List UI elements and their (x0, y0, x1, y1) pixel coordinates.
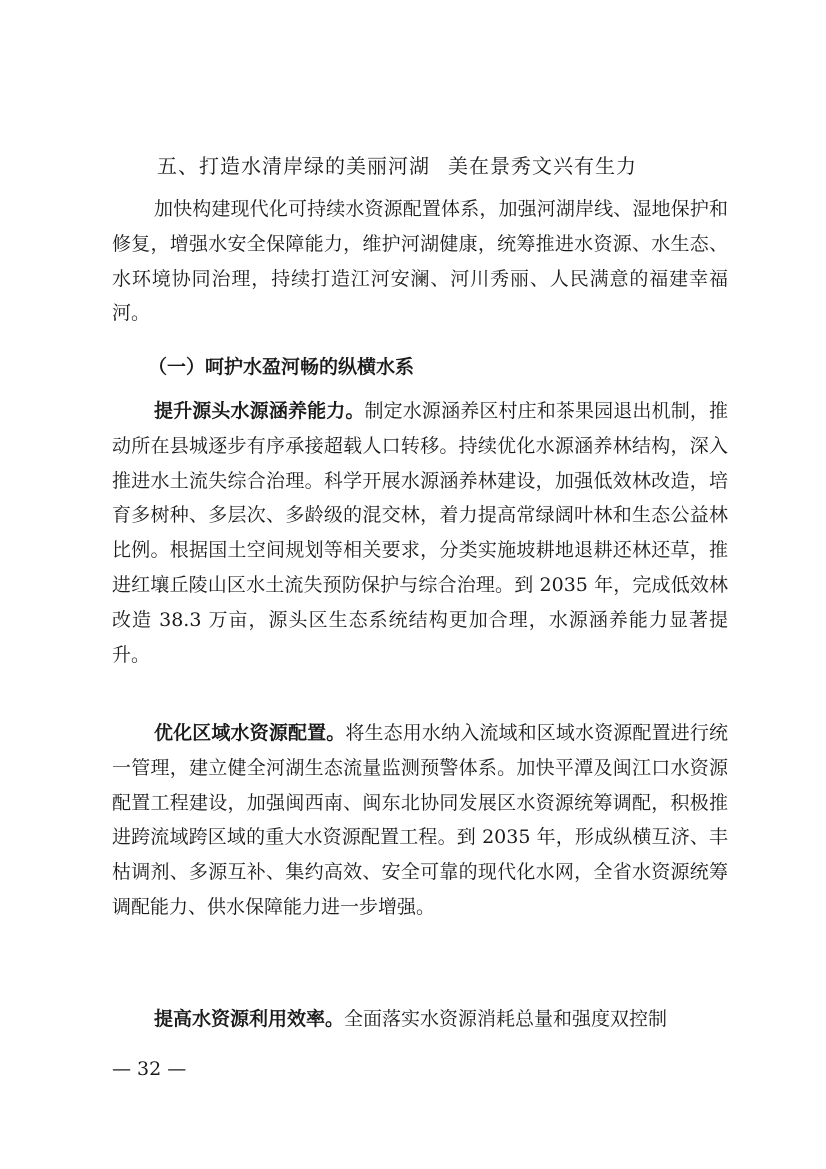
section-heading-title: 五、打造水清岸绿的美丽河湖 (157, 154, 430, 178)
paragraph-lead: 提高水资源利用效率。 (154, 1008, 345, 1030)
paragraph-body: 制定水源涵养区村庄和茶果园退出机制，推动所在县城逐步有序承接超载人口转移。持续优化水源涵养林结构，深入推进水土流失综合治理。科学开展水源涵养林建设，加强低效林改造，培育多树种、多层次、多龄级的混交林，着力提高常绿阔叶林和生态公益林比例。根据国土空间规划等相关要求，分类实施坡耕地退耕还林还草，推进红壤丘陵山区水土流失预防保护与综合治理。到 2035 年，完成低效林改造 38.3 万亩，源头区生态系统结构更加合理，水源涵养能力显著提升。 (112, 400, 728, 666)
subsection-heading: （一）呵护水盈河畅的纵横水系 (148, 356, 415, 378)
paragraph-lead: 优化区域水资源配置。 (154, 722, 346, 744)
paragraph-water-conservation (112, 394, 728, 672)
section-heading-subtitle: 美在景秀文兴有生力 (448, 154, 637, 178)
paragraph-water-efficiency (112, 1002, 728, 1037)
paragraph-body: 全面落实水资源消耗总量和强度双控制 (344, 1008, 668, 1030)
page-number: — 32 — (112, 1058, 187, 1080)
paragraph-lead: 提升源头水源涵养能力。 (154, 400, 365, 422)
intro-paragraph: 加快构建现代化可持续水资源配置体系，加强河湖岸线、湿地保护和修复，增强水安全保障能力，维护河湖健康，统筹推进水资源、水生态、水环境协同治理，持续打造江河安澜、河川秀丽、人民满意的福建幸福河。 (112, 198, 728, 325)
section-heading (157, 150, 637, 179)
paragraph-water-allocation (112, 716, 728, 925)
paragraph-body: 将生态用水纳入流域和区域水资源配置进行统一管理，建立健全河湖生态流量监测预警体系。加快平潭及闽江口水资源配置工程建设，加强闽西南、闽东北协同发展区水资源统筹调配，积极推进跨流域跨区域的重大水资源配置工程。到 2035 年，形成纵横互济、丰枯调剂、多源互补、集约高效、安全可靠的现代化水网，全省水资源统筹调配能力、供水保障能力进一步增强。 (112, 722, 728, 918)
